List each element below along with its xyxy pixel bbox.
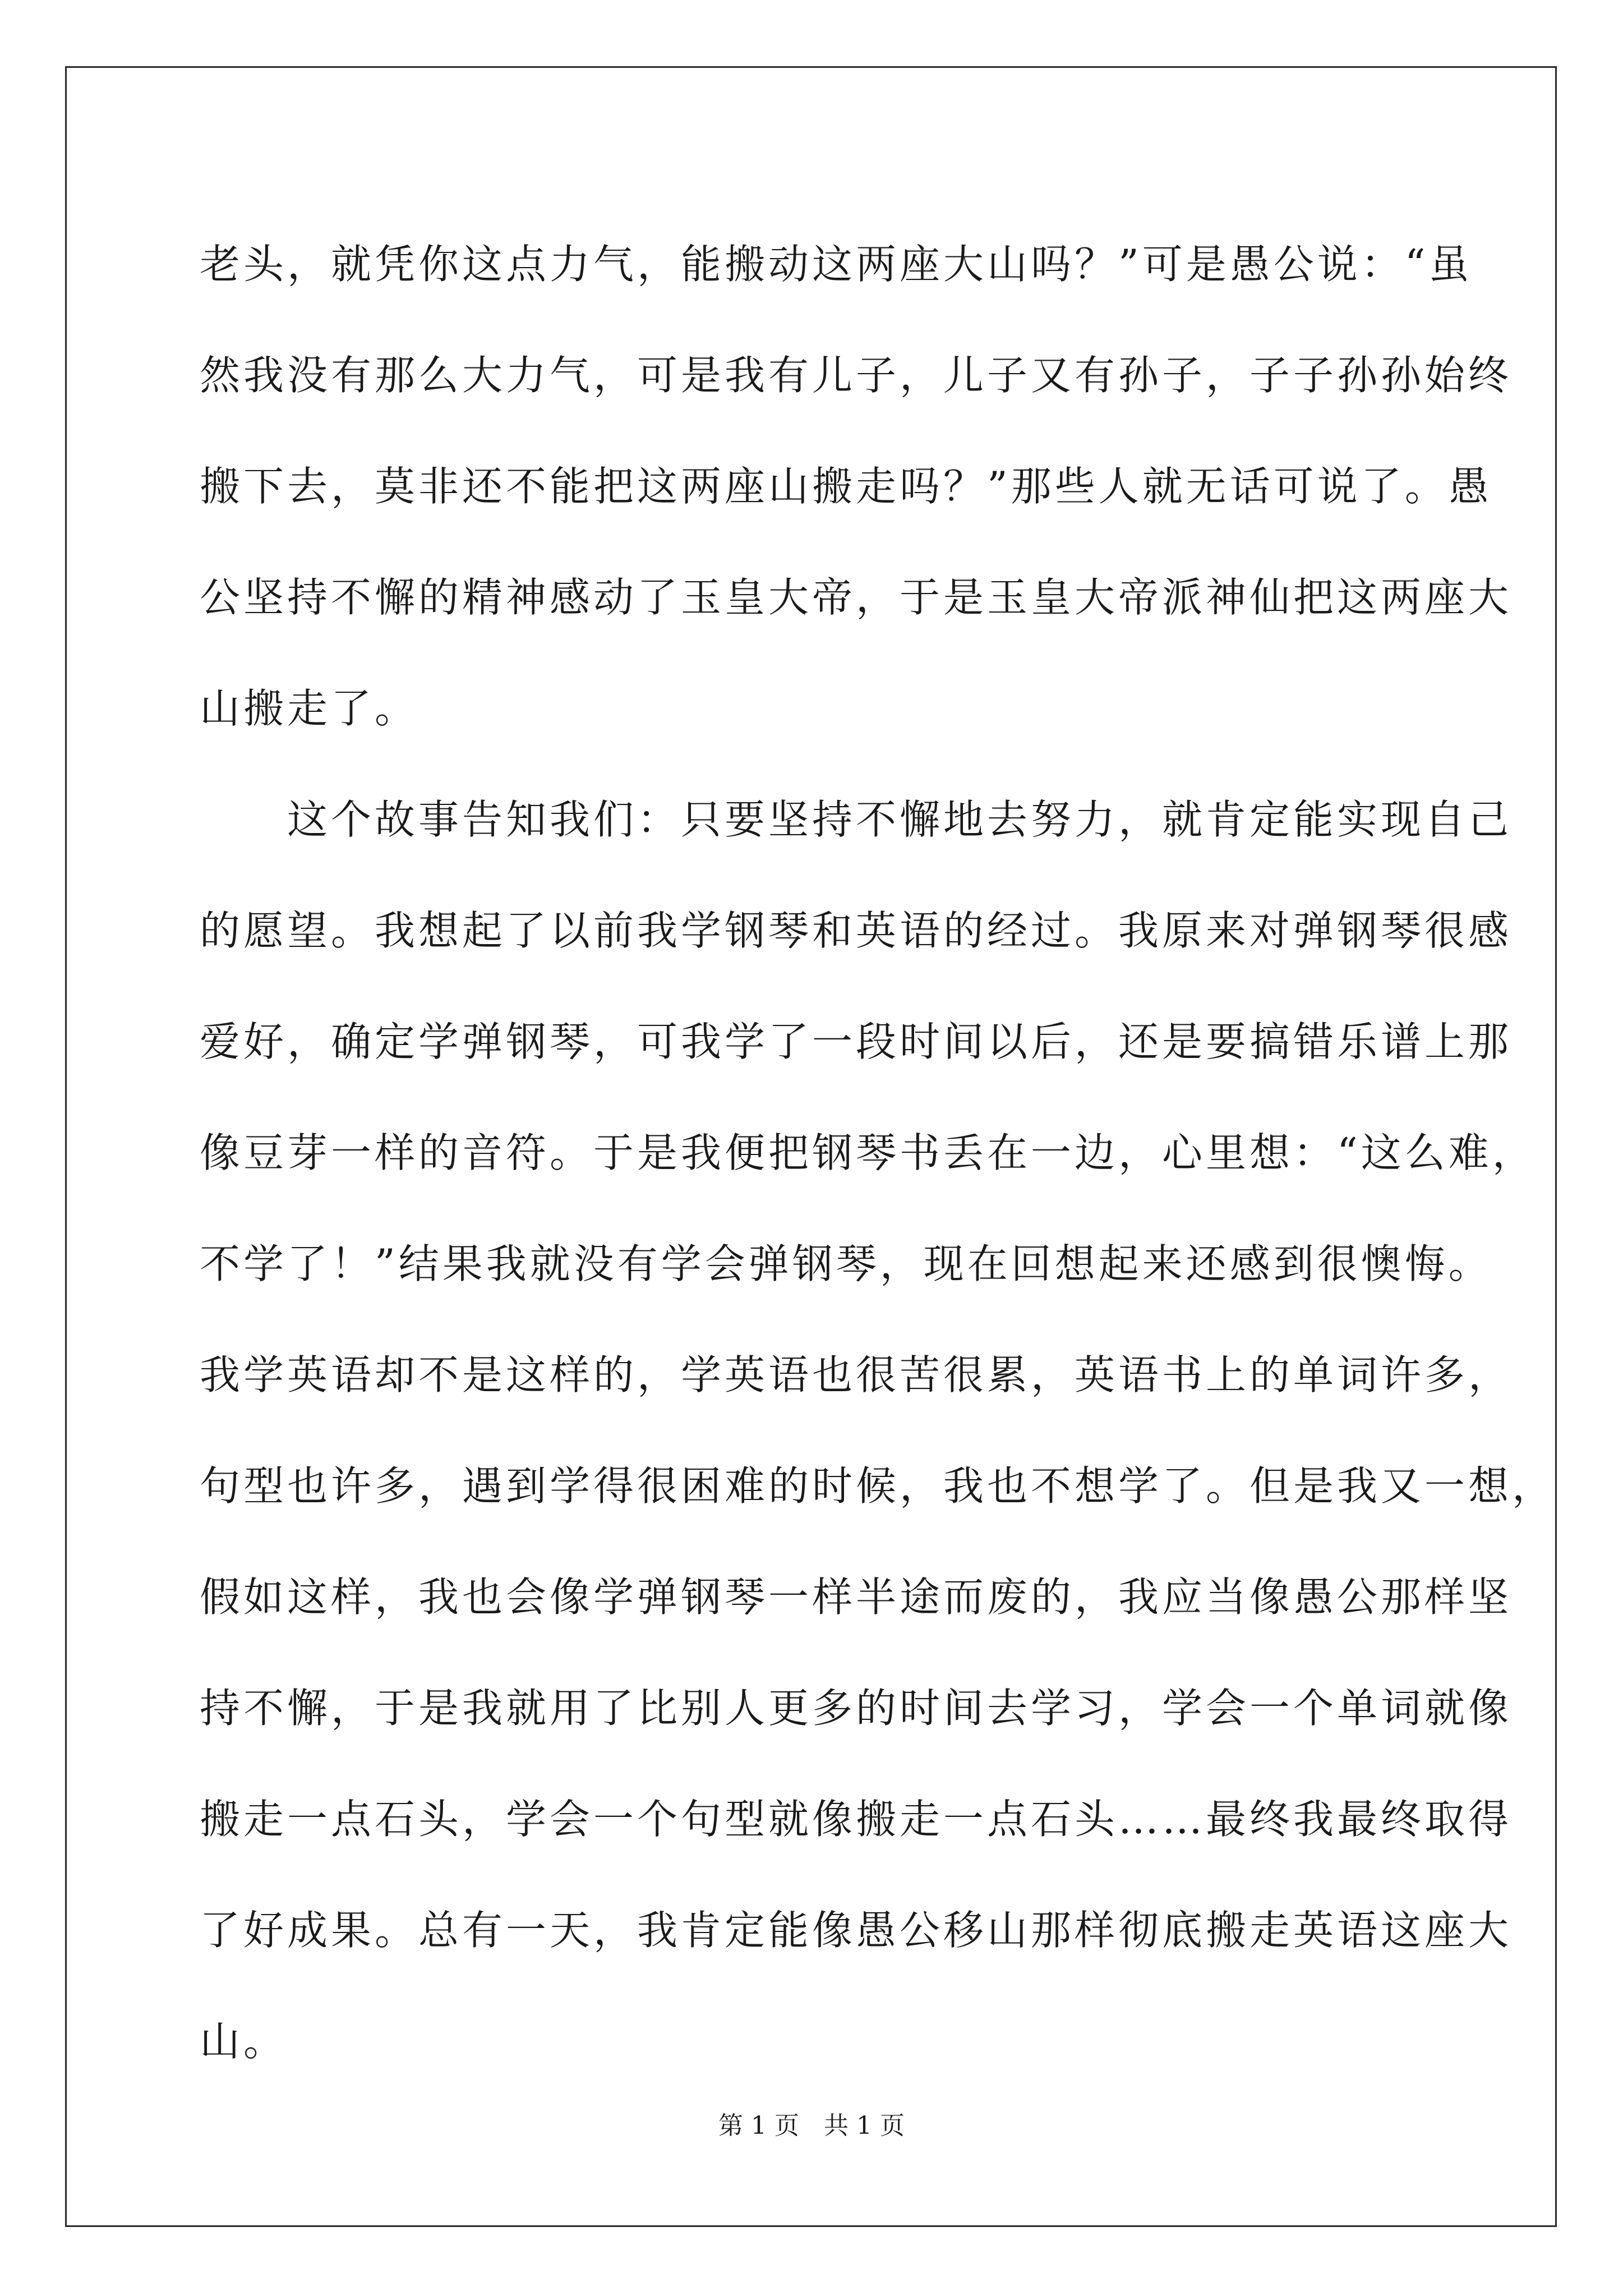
text-line: 山。	[200, 2018, 288, 2065]
text-line: 不学了！”结果我就没有学会弹钢琴，现在回想起来还感到很懊悔。	[200, 1240, 1492, 1287]
document-body	[200, 209, 1556, 2097]
text-line: 爱好，确定学弹钢琴，可我学了一段时间以后，还是要搞错乐谱上那	[200, 1018, 1513, 1065]
text-line: 公坚持不懈的精神感动了玉皇大帝，于是玉皇大帝派神仙把这两座大	[200, 574, 1513, 621]
text-line: 山搬走了。	[200, 685, 419, 732]
text-line: 老头，就凭你这点力气，能搬动这两座大山吗？”可是愚公说：“虽	[200, 241, 1473, 288]
text-line: 这个故事告知我们：只要坚持不懈地去努力，就肯定能实现自己	[200, 796, 1513, 843]
text-line: 搬下去，莫非还不能把这两座山搬走吗？”那些人就无话可说了。愚	[200, 463, 1492, 510]
text-line: 持不懈，于是我就用了比别人更多的时间去学习，学会一个单词就像	[200, 1685, 1513, 1732]
text-line: 然我没有那么大力气，可是我有儿子，儿子又有孙子，子子孙孙始终	[200, 352, 1513, 399]
text-line: 的愿望。我想起了以前我学钢琴和英语的经过。我原来对弹钢琴很感	[200, 907, 1513, 954]
text-line: 搬走一点石头，学会一个句型就像搬走一点石头……最终我最终取得	[200, 1796, 1513, 1843]
text-line: 我学英语却不是这样的，学英语也很苦很累，英语书上的单词许多，	[200, 1351, 1513, 1398]
text-line: 像豆芽一样的音符。于是我便把钢琴书丢在一边，心里想：“这么难，	[200, 1129, 1536, 1176]
text-line: 了好成果。总有一天，我肯定能像愚公移山那样彻底搬走英语这座大	[200, 1907, 1513, 1954]
text-line: 句型也许多，遇到学得很困难的时候，我也不想学了。但是我又一想，	[200, 1462, 1556, 1510]
text-line: 假如这样，我也会像学弹钢琴一样半途而废的，我应当像愚公那样坚	[200, 1573, 1513, 1621]
page-number: 第 1 页 共 1 页	[718, 2111, 905, 2140]
